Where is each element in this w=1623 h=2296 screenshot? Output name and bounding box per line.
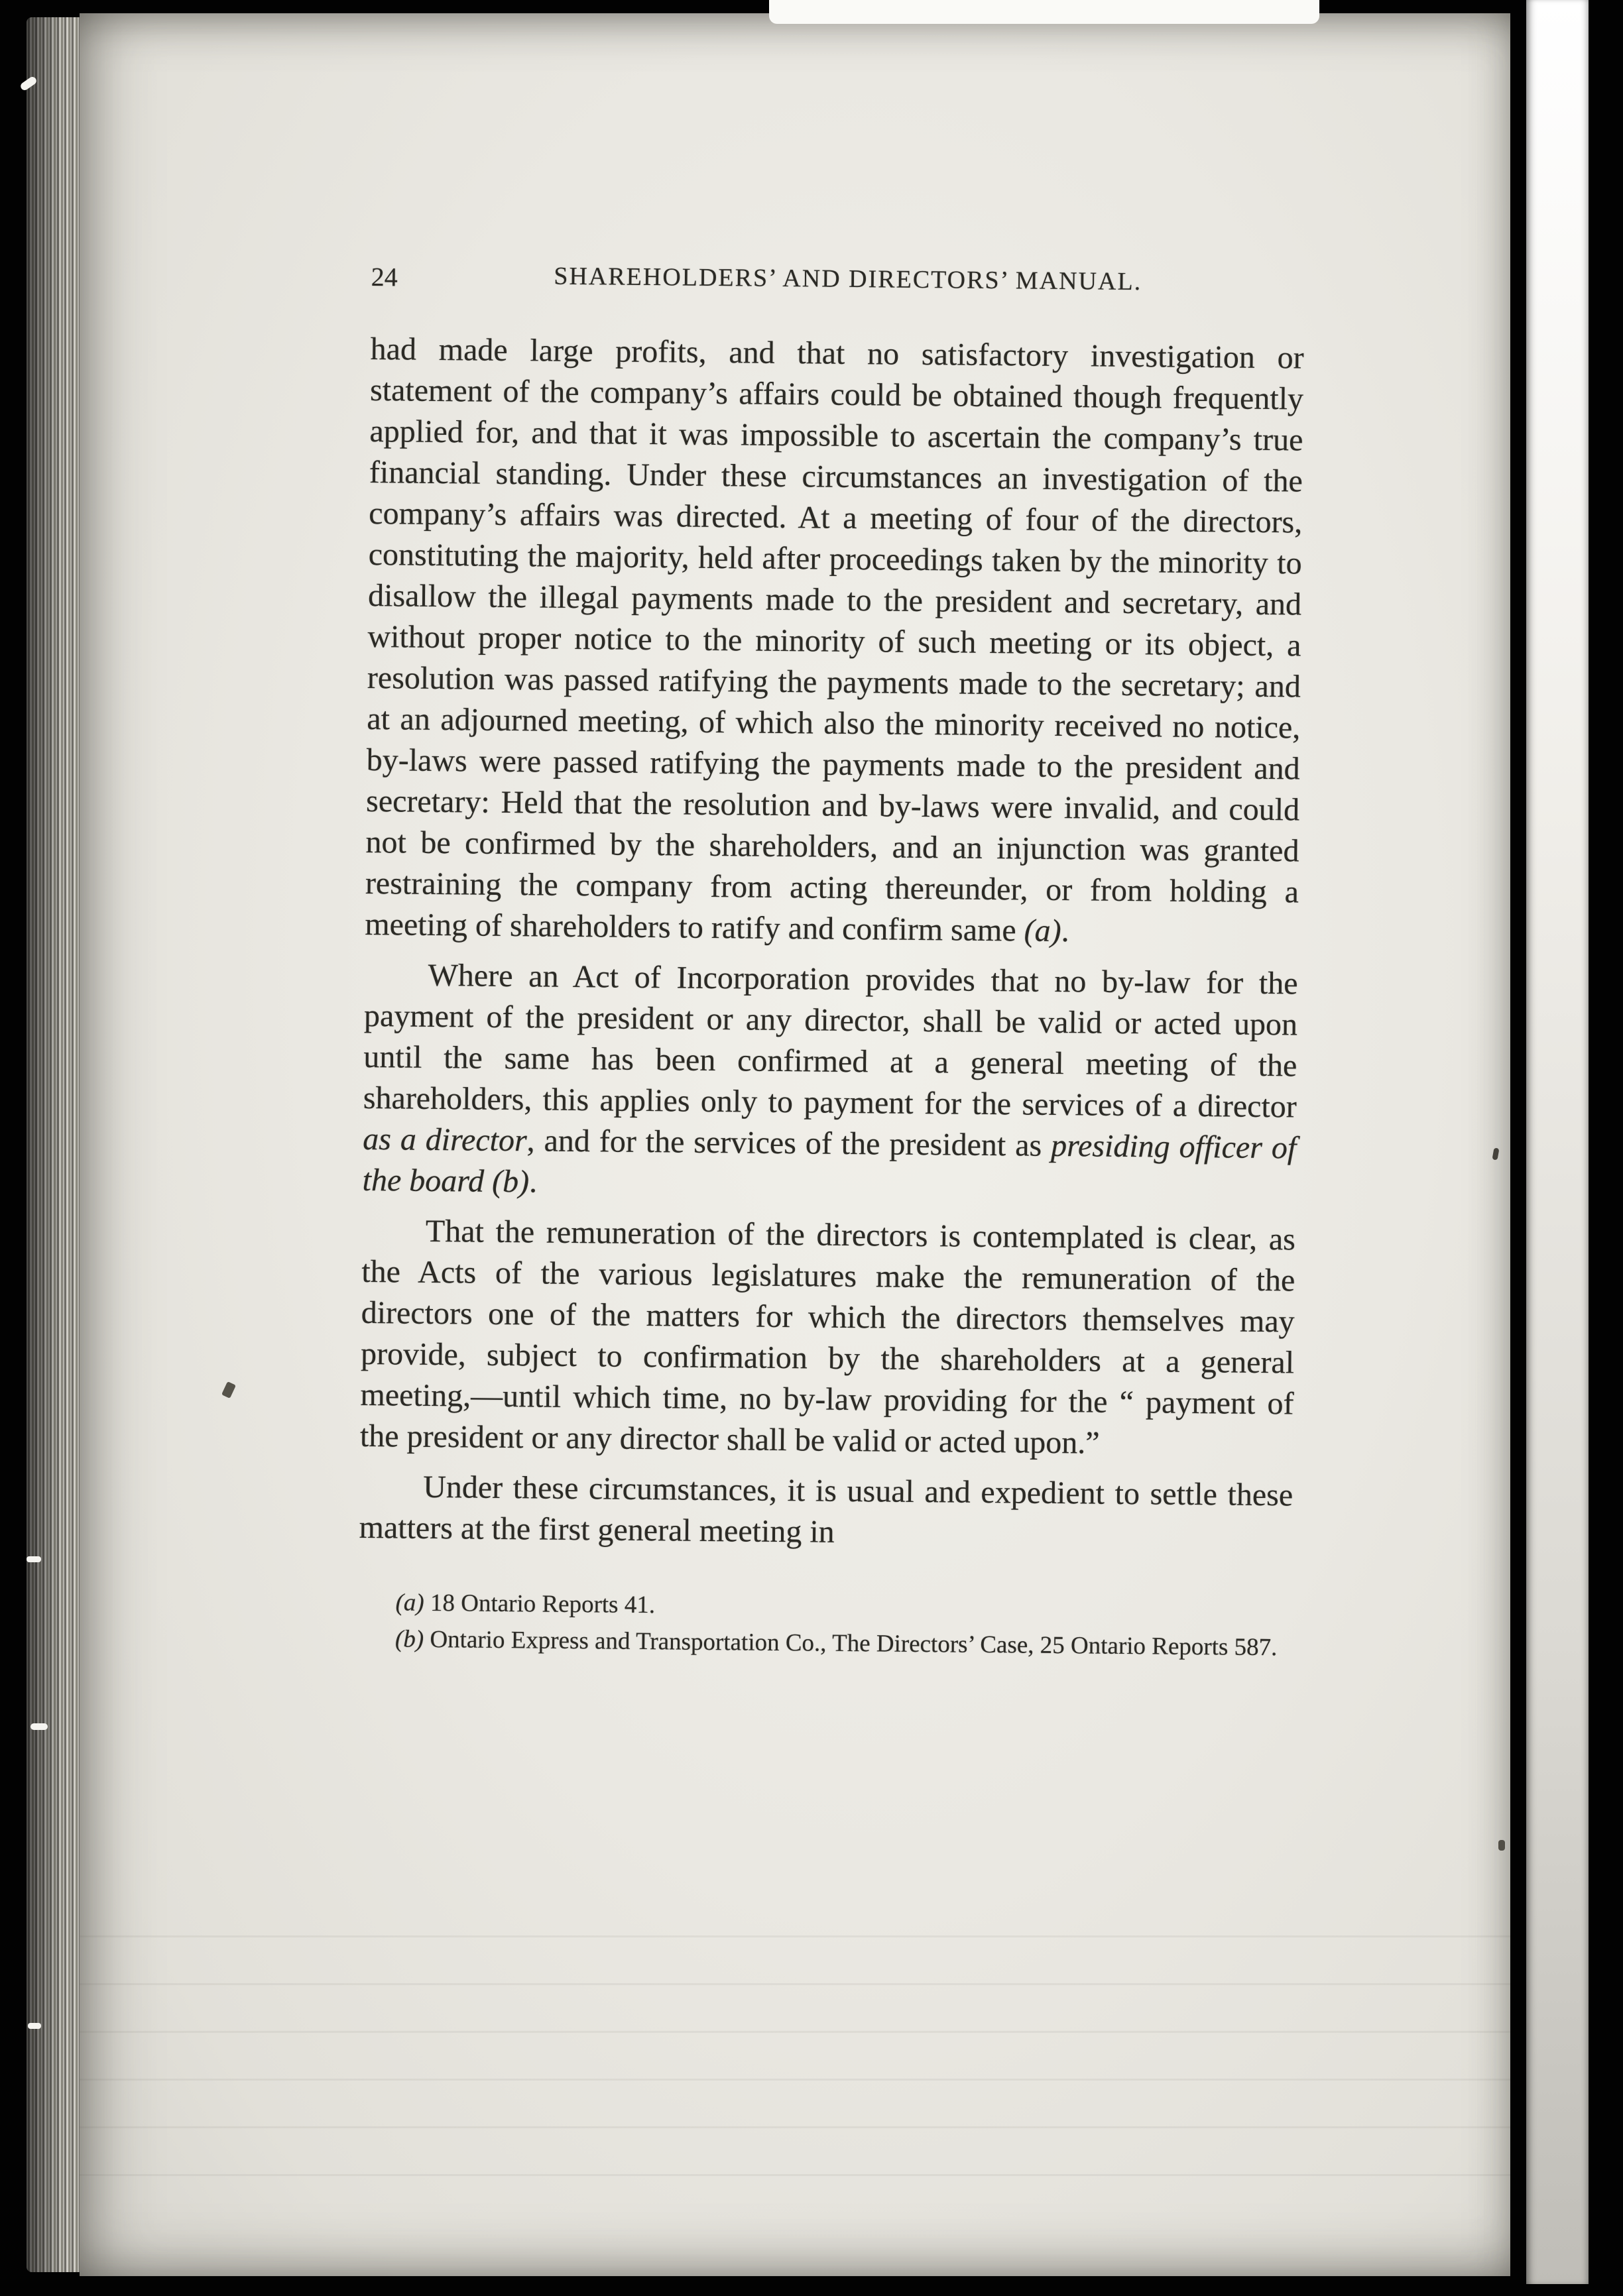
- footnote-b: (b) Ontario Express and Transportation Co., The Directors’ Case, 25 Ontario Reports 587.: [394, 1625, 1278, 1662]
- scan-speck: [27, 1556, 41, 1562]
- paragraph: Under these circumstances, it is usual and expedient to settle these matters at the first general meeting in: [359, 1469, 1293, 1550]
- page-text: [358, 260, 1305, 1663]
- running-head: SHAREHOLDERS’ AND DIRECTORS’ MANUAL.: [554, 262, 1142, 296]
- scan-speck: [1492, 1147, 1499, 1160]
- paragraph: Where an Act of Incorporation provides that no by-law for the payment of the president or any director, shall be valid or acted upon until the same has been confirmed at a general meeting of the shareholders, this applies only to payment for the services of a director as a director, and for the services of the president as presiding officer of the board (b).: [362, 957, 1298, 1200]
- paragraph: That the remuneration of the directors is contemplated is clear, as the Acts of the various legislatures make the remuneration of the directors one of the matters for which the directors themselves may provide, subject to confirmation by the shareholders at a general meeting,—until which time, no by-law providing for the “ payment of the president or any director shall be valid or acted upon.”: [359, 1213, 1296, 1461]
- page-number: 24: [371, 261, 398, 292]
- scan-glare: [769, 0, 1319, 24]
- book-page: [80, 13, 1510, 2276]
- footnote-a: (a) 18 Ontario Reports 41.: [395, 1589, 656, 1619]
- page-header: [371, 260, 1304, 308]
- scan-speck: [28, 2023, 41, 2029]
- scan-artifact-lines: [80, 1935, 1510, 2220]
- adjacent-page-edge: [1526, 0, 1589, 2284]
- paragraph: had made large profits, and that no satisfactory investigation or statement of the company’s affairs could be obtained though frequently applied for, and that it was impossible to ascertain the company’s true financial standing. Under these circumstances an investigation of the company’s affairs was directed. At a meeting of four of the directors, constituting the majority, held after proceedings taken by the minority to disallow the illegal payments made to the president and secretary, and without proper notice to the minority of such meeting or its object, a resolution was passed ratifying the payments made to the secretary; and at an adjourned meeting, of which also the minority received no notice, by-laws were passed ratifying the payments made to the president and secretary: Held that the resolution and by-laws were invalid, and could not be confirmed by the shareholders, and an injunction was granted restraining the company from acting thereunder, or from holding a meeting of shareholders to ratify and confirm same (a).: [365, 331, 1304, 949]
- ink-mark: [221, 1381, 236, 1399]
- scan-speck: [1498, 1840, 1505, 1851]
- book-spine-page-edges: [27, 17, 80, 2272]
- scan-speck: [30, 1723, 48, 1730]
- footnotes: [358, 1587, 1292, 1664]
